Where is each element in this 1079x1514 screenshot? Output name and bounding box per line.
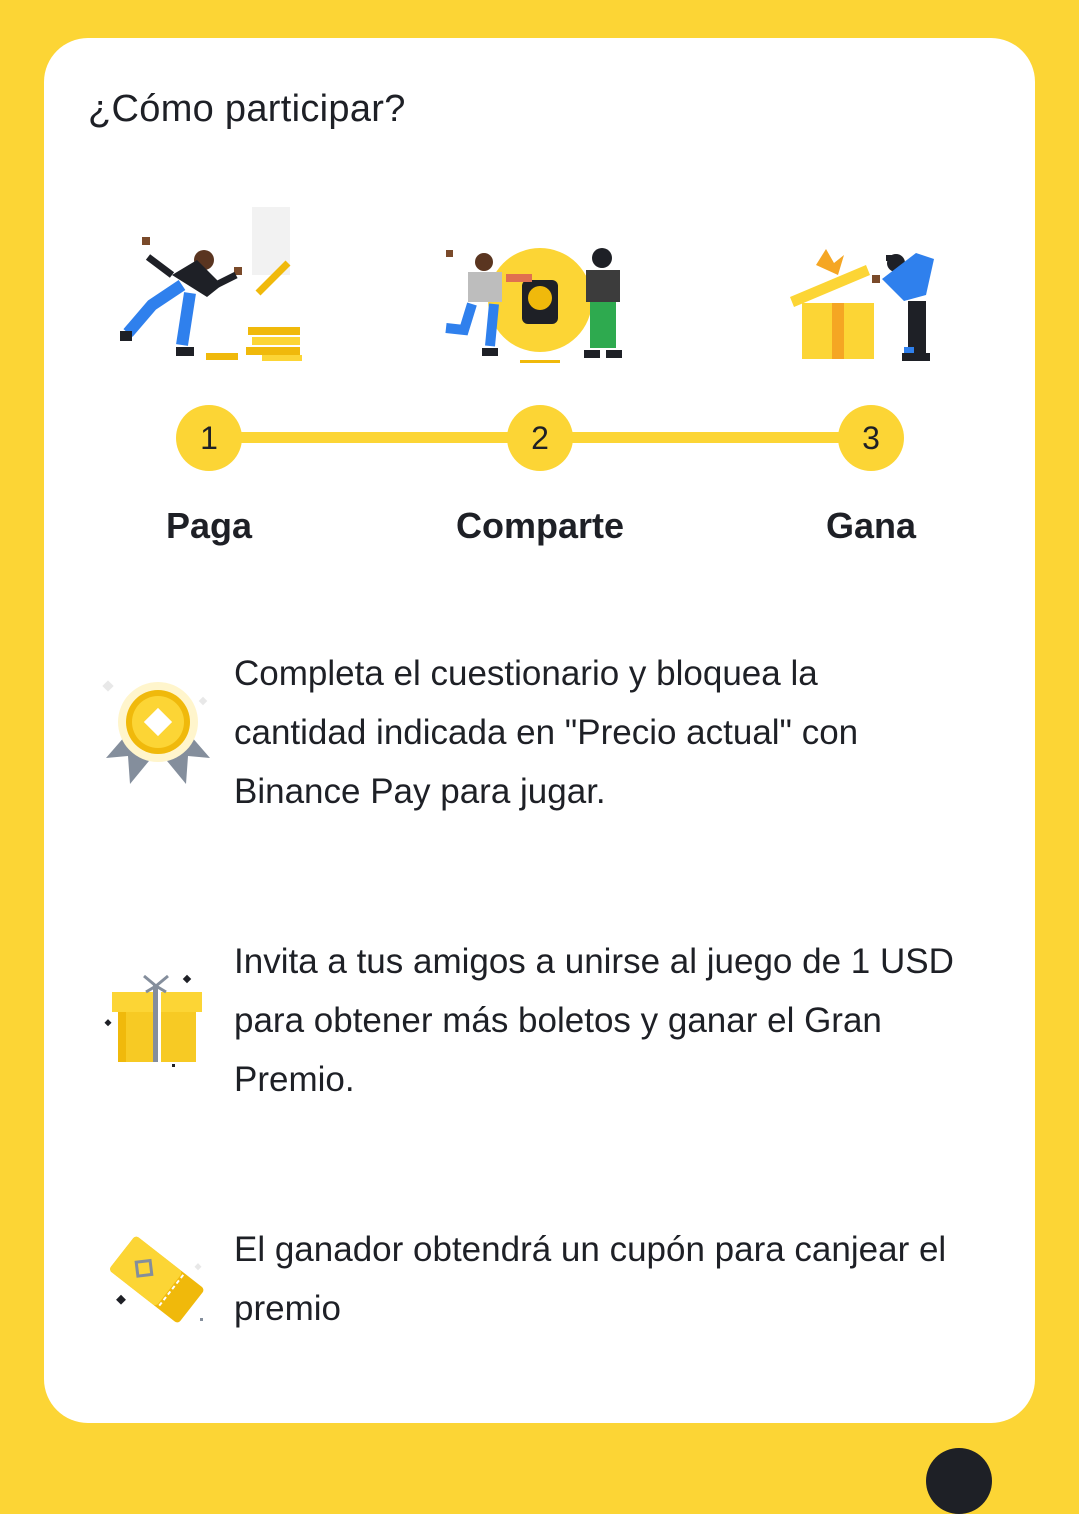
medal-icon (100, 672, 216, 788)
step-3-label: Gana (825, 505, 917, 546)
rule-3-text: El ganador obtendrá un cupón para canjear el premio (234, 1230, 947, 1328)
floating-action-button[interactable] (926, 1448, 992, 1514)
gift-icon (100, 968, 216, 1084)
step-3-badge: 3 (838, 405, 904, 471)
share-illustration (432, 238, 642, 368)
step-2-label: Comparte (455, 505, 625, 546)
rule-1-text: Completa el cuestionario y bloquea la cantidad indicada en "Precio actual" con Binance Pay para jugar. (234, 654, 859, 811)
step-1-badge: 1 (176, 405, 242, 471)
rule-2-text: Invita a tus amigos a unirse al juego de 1 USD para obtener más boletos y ganar el Gran Premio. (234, 942, 954, 1099)
pay-illustration (112, 205, 312, 365)
win-illustration (786, 245, 946, 365)
coupon-icon (100, 1222, 216, 1338)
page-title: ¿Cómo participar? (88, 88, 406, 130)
step-1-label: Paga (165, 505, 253, 546)
step-2-badge: 2 (507, 405, 573, 471)
